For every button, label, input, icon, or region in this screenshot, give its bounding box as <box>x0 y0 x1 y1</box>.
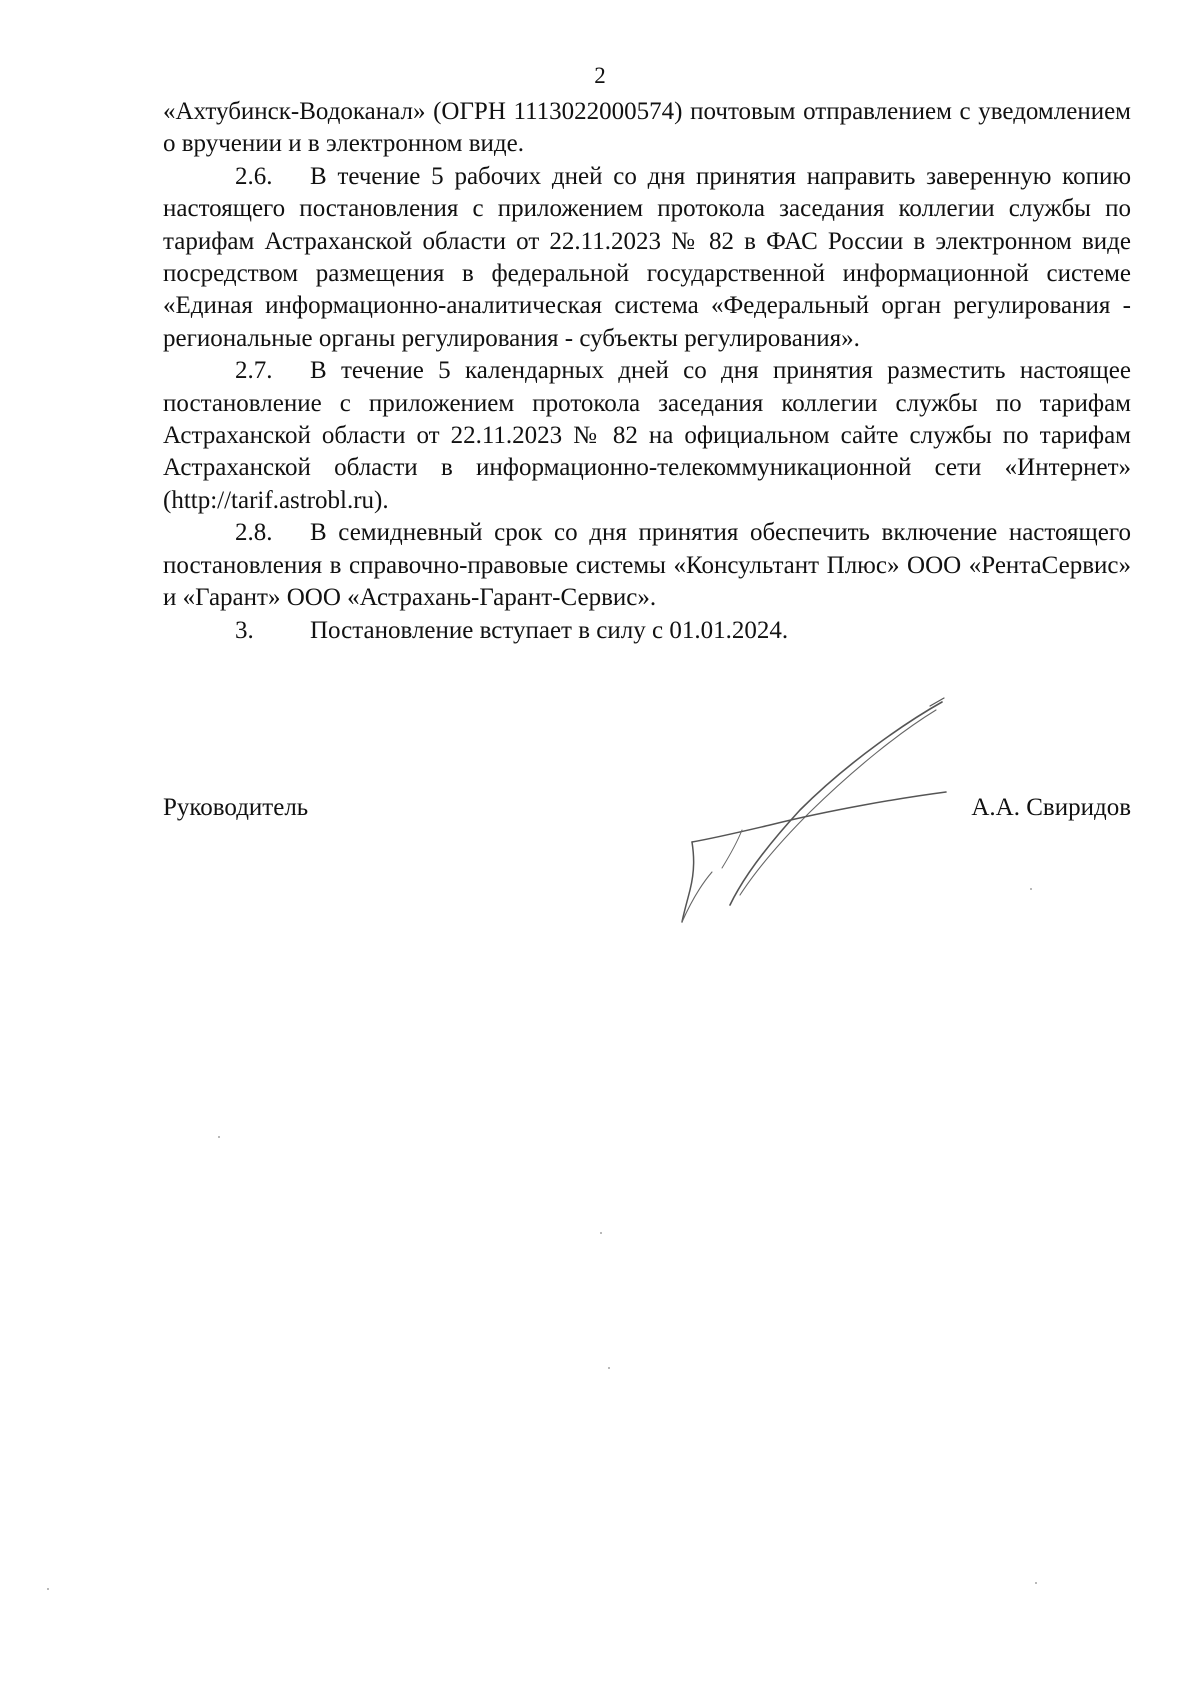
paragraph-number: 2.8. <box>235 519 273 547</box>
paragraph-text: В течение 5 рабочих дней со дня принятия направить заверенную копию настоящего постановления с приложением протокола заседания коллегии службы по тарифам Астраханской области от 22.11.2023 № 82 в ФАС России в электронном виде посредством размещения в федеральной государственной информационной системе «Единая информационно-аналитическая система «Федеральный орган регулирования - региональные органы регулирования - субъекты регулирования». <box>163 162 1131 352</box>
paragraph-continuation <box>163 96 1131 161</box>
scan-speck <box>47 1588 49 1590</box>
paragraph-text: Постановление вступает в силу с 01.01.2024. <box>310 616 789 644</box>
paragraph-number: 3. <box>235 616 254 644</box>
signatory-name: А.А. Свиридов <box>971 794 1131 821</box>
scan-speck <box>1035 1582 1037 1584</box>
paragraph-text: В течение 5 календарных дней со дня принятия разместить настоящее постановление с приложением протокола заседания коллегии службы по тарифам Астраханской области от 22.11.2023 № 82 на официальном сайте службы по тарифам Астраханской области в информационно-телекоммуникационной сети «Интернет» (http://tarif.astrobl.ru). <box>163 357 1131 514</box>
paragraph-2-6 <box>163 161 1131 355</box>
scan-speck <box>1030 888 1032 890</box>
signatory-title: Руководитель <box>163 794 309 821</box>
scan-speck <box>600 1232 602 1234</box>
paragraph-number: 2.6. <box>235 162 273 190</box>
paragraph-text: В семидневный срок со дня принятия обеспечить включение настоящего постановления в справочно-правовые системы «Консультант Плюс» ООО «РентаСервис» и «Гарант» ООО «Астрахань-Гарант-Сервис». <box>163 519 1131 612</box>
paragraph-number: 2.7. <box>235 357 273 385</box>
scan-speck <box>608 1367 610 1369</box>
paragraph-2-8 <box>163 517 1131 614</box>
paragraph-3 <box>163 615 1131 647</box>
document-body <box>163 96 1131 647</box>
paragraph-2-7 <box>163 355 1131 517</box>
signature-block <box>163 792 1131 832</box>
paragraph-text: «Ахтубинск-Водоканал» (ОГРН 1113022000574) почтовым отправлением с уведомлением о вручении и в электронном виде. <box>163 98 1131 158</box>
page-number: 2 <box>594 63 606 88</box>
scan-speck <box>218 1136 220 1138</box>
